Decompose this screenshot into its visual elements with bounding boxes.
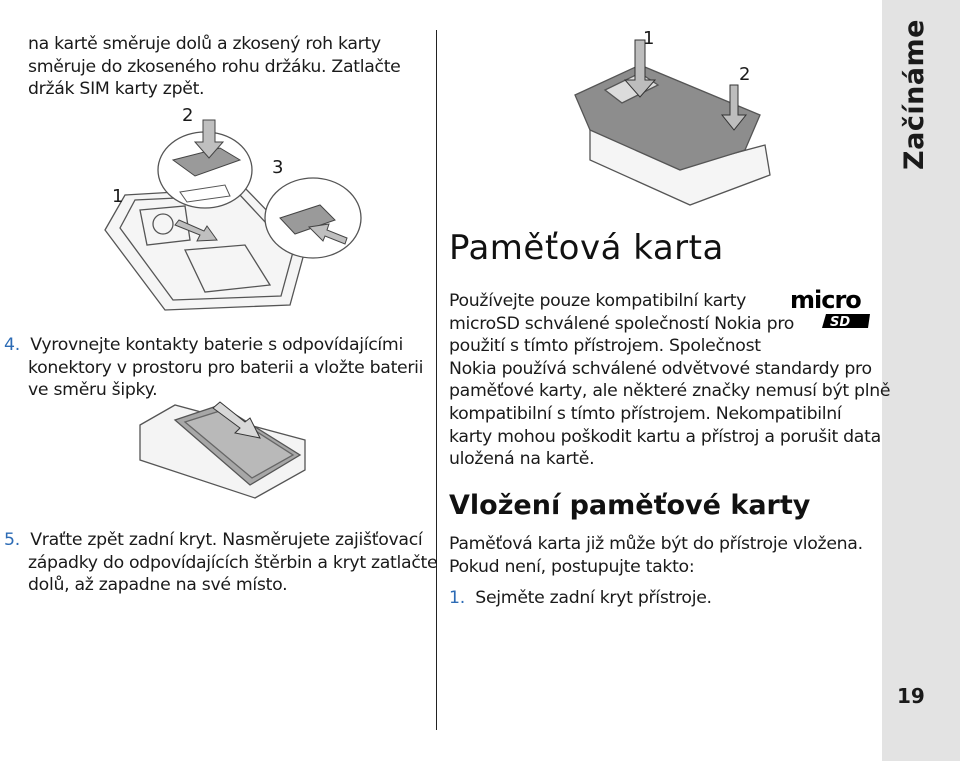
callout-1: 1 — [112, 186, 124, 207]
sim-card-illustration — [95, 100, 435, 315]
battery-illustration — [135, 400, 325, 500]
back-cover-illustration — [570, 35, 780, 210]
text-line: Paměťová karta již může být do přístroje vložena. — [449, 534, 863, 554]
text-line: držák SIM karty zpět. — [28, 79, 205, 100]
callout-2: 2 — [182, 105, 194, 126]
text-line: paměťové karty, ale některé značky nemusí být plně — [449, 381, 891, 402]
callout-2: 2 — [739, 64, 751, 85]
memory-card-paragraph — [449, 290, 890, 471]
text-line: na kartě směruje dolů a zkosený roh karty — [28, 34, 381, 54]
step-1 — [449, 587, 712, 610]
text-line: Používejte pouze kompatibilní karty — [449, 291, 747, 311]
text-line: uložená na kartě. — [449, 449, 595, 470]
callout-1: 1 — [643, 28, 655, 49]
text-line: Sejměte zadní kryt přístroje. — [475, 588, 712, 608]
svg-text:micro: micro — [790, 286, 861, 314]
column-divider — [436, 30, 437, 730]
step-number: 4. — [4, 335, 20, 355]
text-line: Pokud není, postupujte takto: — [449, 556, 695, 577]
text-line: Vyrovnejte kontakty baterie s odpovídajícími — [30, 335, 403, 355]
section-title: Začínáme — [898, 18, 930, 170]
text-line: Vraťte zpět zadní kryt. Nasměrujete zajišťovací — [30, 530, 423, 550]
step-number: 1. — [449, 588, 465, 608]
text-line: směruje do zkoseného rohu držáku. Zatlačte — [28, 56, 401, 77]
text-line: západky do odpovídajících štěrbin a kryt zatlačte — [28, 552, 438, 573]
step-number: 5. — [4, 530, 20, 550]
heading-memory-card: Paměťová karta — [449, 228, 724, 268]
text-line: Nokia používá schválené odvětvové standardy pro — [449, 358, 872, 379]
text-line: dolů, až zapadne na své místo. — [28, 575, 288, 596]
text-line: konektory v prostoru pro baterii a vložte baterii — [28, 357, 424, 378]
step-5 — [4, 529, 437, 597]
callout-3: 3 — [272, 157, 284, 178]
text-line: kompatibilní s tímto přístrojem. Nekompatibilní — [449, 403, 842, 424]
svg-text:SD: SD — [830, 315, 851, 330]
section-title-vertical — [884, 18, 944, 170]
step-4 — [4, 334, 423, 402]
text-line: karty mohou poškodit kartu a přístroj a porušit data — [449, 426, 881, 447]
text-line: ve směru šipky. — [28, 380, 158, 401]
text-line: použití s tímto přístrojem. Společnost — [449, 336, 761, 357]
heading-insert-card: Vložení paměťové karty — [449, 490, 811, 521]
text-line: microSD schválené společností Nokia pro — [449, 313, 795, 334]
page-number: 19 — [897, 684, 925, 708]
insert-paragraph — [449, 533, 863, 578]
intro-paragraph — [28, 33, 401, 101]
